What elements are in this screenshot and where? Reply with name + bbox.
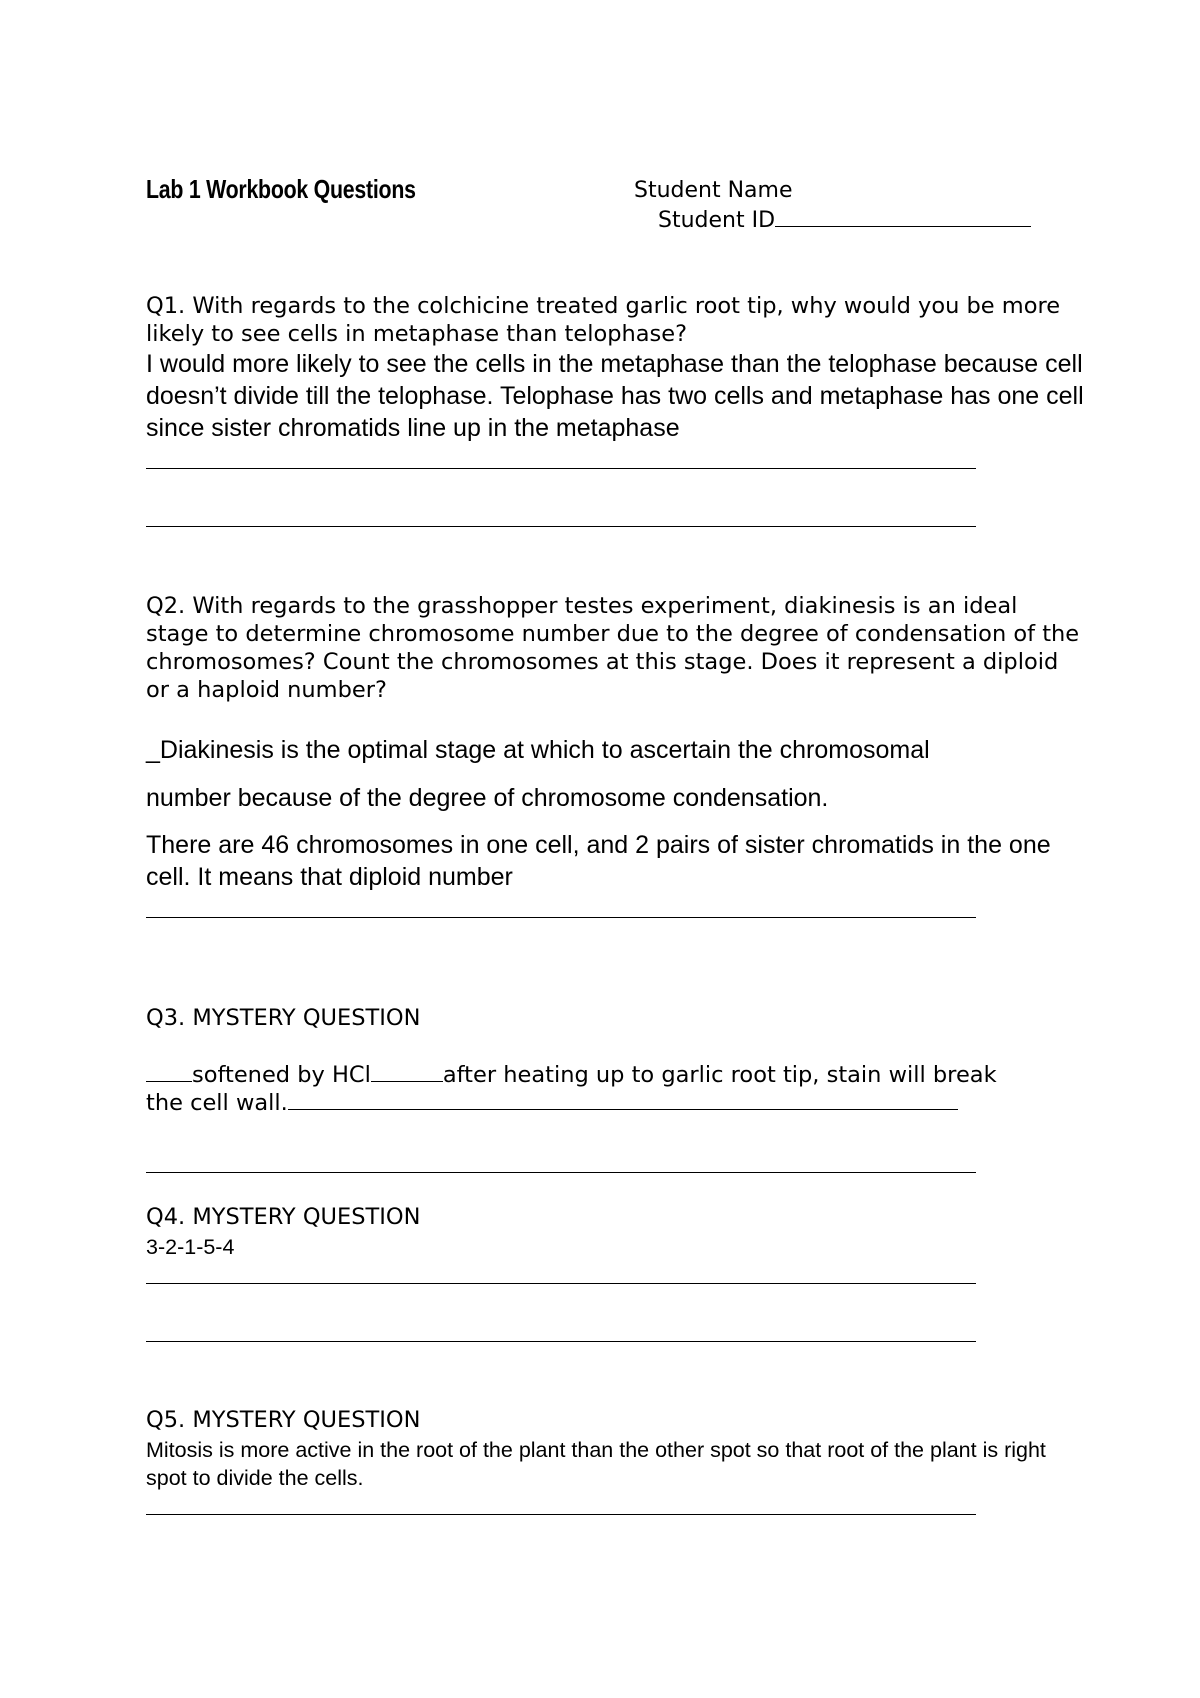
q3-answer-line-1 [146,1061,1086,1089]
q5-question: Q5. MYSTERY QUESTION [146,1407,421,1433]
q3-blank-1 [146,1080,192,1082]
q5-answer: Mitosis is more active in the root of the plant than the other spot so that root of the plant is right spot to divide the cells. [146,1438,1046,1490]
page-title: Lab 1 Workbook Questions [146,174,416,204]
student-id-blank [775,225,1031,227]
q3-answer-line [146,1172,976,1173]
q2-answer-line-1: _Diakinesis is the optimal stage at which to ascertain the chromosomal [146,736,930,764]
q2-question: Q2. With regards to the grasshopper testes experiment, diakinesis is an ideal stage to determine chromosome number due to the degree of condensation of the chromosomes? Count the chromosomes at this stage. Does it represent a diploid or a haploid number? [146,593,1080,703]
q3-answer-line-2 [146,1089,1086,1117]
q4-answer: 3-2-1-5-4 [146,1235,235,1259]
q4-answer-line-1 [146,1283,976,1284]
student-name-label: Student Name [634,178,793,203]
q3-blank-2 [371,1080,443,1082]
student-id-row [658,208,1031,233]
q2-answer-line-2: number because of the degree of chromosome condensation. [146,784,829,812]
q2-answer-para-2: There are 46 chromosomes in one cell, and 2 pairs of sister chromatids in the one cell. It means that diploid number [146,831,1051,891]
q3-answer-part-1: softened by HCl [192,1062,371,1088]
q2-answer-line [146,917,976,918]
q1-answer-line-1 [146,468,976,469]
q4-answer-line-2 [146,1341,976,1342]
q3-answer-line-2-text: the cell wall. [146,1090,288,1116]
q3-answer-part-2: after heating up to garlic root tip, stain will break [442,1062,997,1088]
q1-answer-line-2 [146,526,976,527]
q3-question: Q3. MYSTERY QUESTION [146,1005,421,1031]
q1-question: Q1. With regards to the colchicine treated garlic root tip, why would you be more likely to see cells in metaphase than telophase? [146,293,1061,347]
q1-answer: I would more likely to see the cells in the metaphase than the telophase because cell doesn’t divide till the telophase. Telophase has two cells and metaphase has one cell since sister chromatids line up in the metaphase [146,350,1084,442]
q5-answer-line [146,1514,976,1515]
student-id-label: Student ID [658,208,776,233]
q3-blank-3 [288,1108,958,1110]
q4-question: Q4. MYSTERY QUESTION [146,1204,421,1230]
